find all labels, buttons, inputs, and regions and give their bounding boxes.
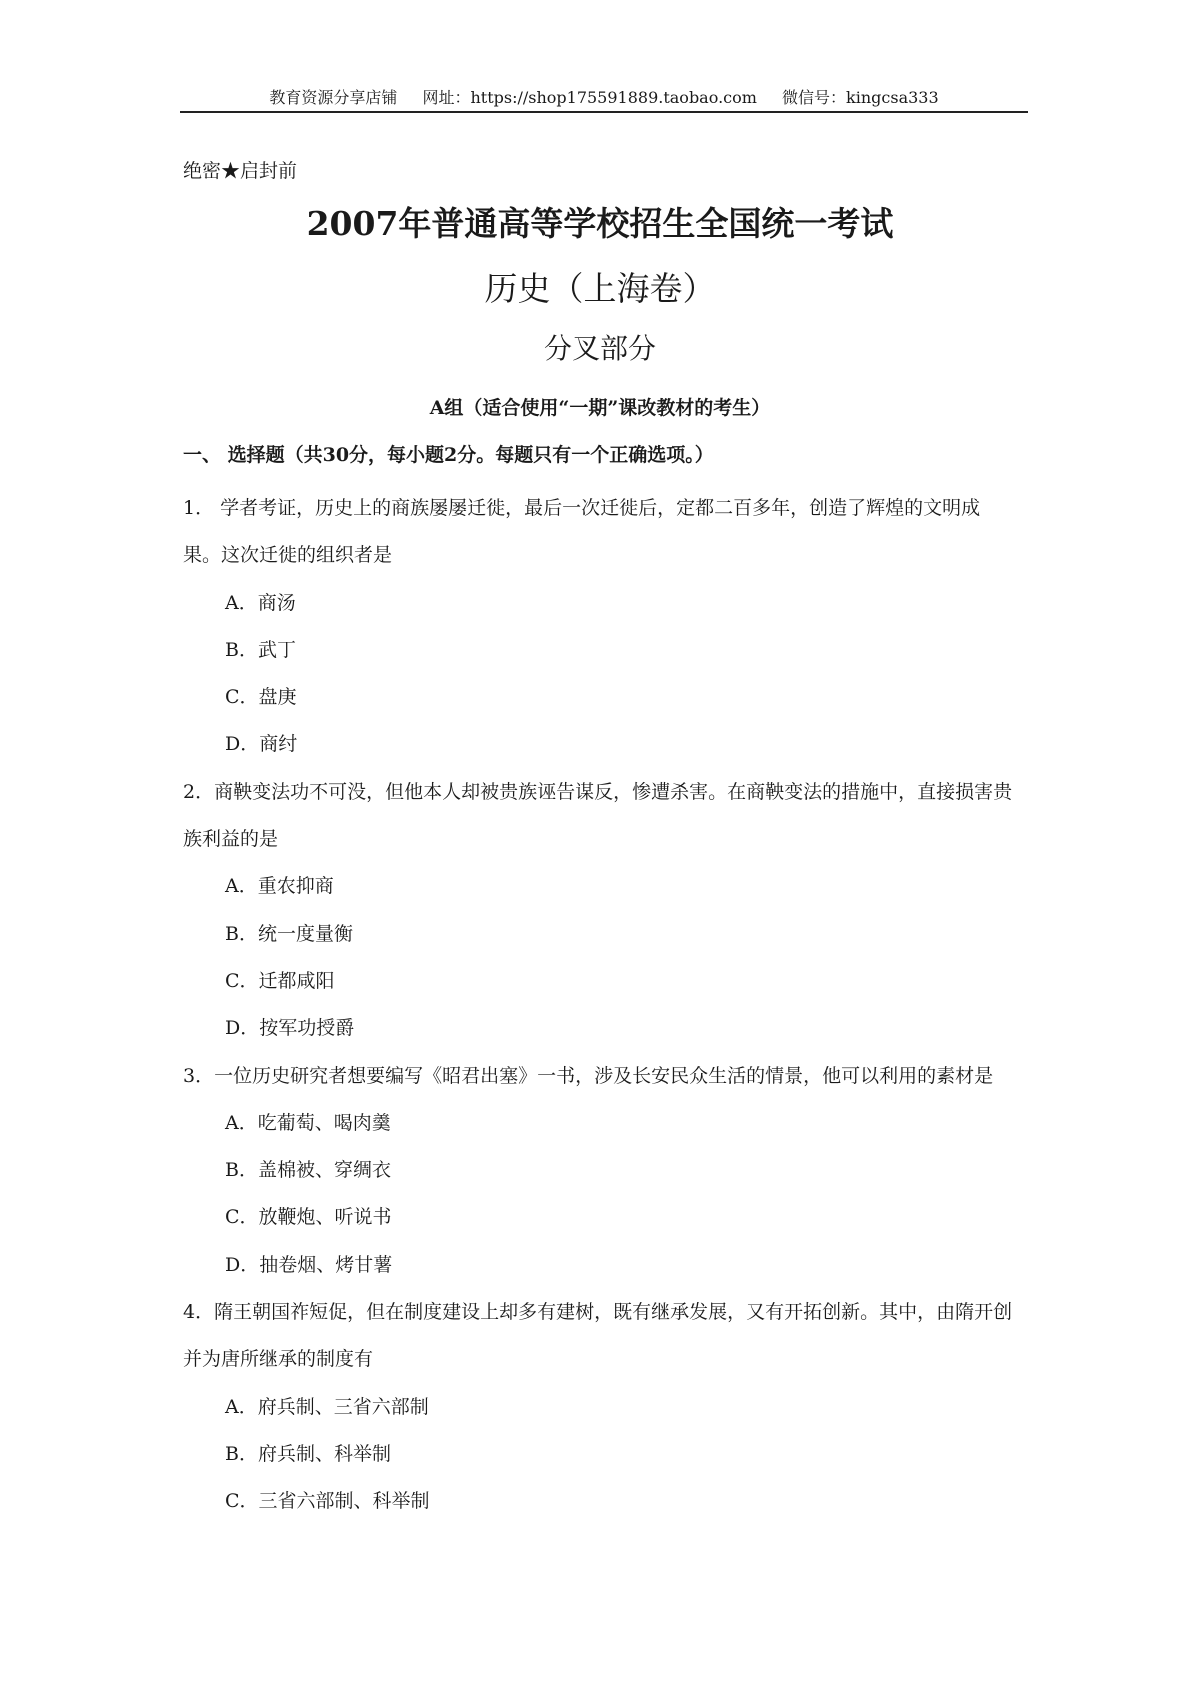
header-wechat: 微信号：kingcsa333	[782, 88, 939, 107]
question-stem: 4．隋王朝国祚短促，但在制度建设上却多有建树，既有继承发展，又有开拓创新。其中，由隋开创并为唐所继承的制度有	[183, 1301, 1013, 1371]
question-stem: 2．商鞅变法功不可没，但他本人却被贵族诬告谋反，惨遭杀害。在商鞅变法的措施中，直接损害贵族利益的是	[183, 780, 1013, 851]
question-4	[183, 1289, 1013, 1525]
option-a: A．府兵制、三省六部制	[225, 1395, 429, 1418]
option-b: B．盖棉被、穿绸衣	[225, 1159, 391, 1182]
option-b: B．统一度量衡	[225, 922, 353, 945]
option-c: C．放鞭炮、听说书	[225, 1206, 392, 1229]
option-list	[183, 580, 1013, 769]
option-a: A．吃葡萄、喝肉羹	[225, 1111, 391, 1134]
option-d: D．抽卷烟、烤甘薯	[225, 1253, 393, 1276]
option-a: A．商汤	[225, 591, 296, 614]
question-1	[183, 485, 1013, 769]
option-a: A．重农抑商	[225, 875, 334, 898]
option-list	[183, 1100, 1013, 1289]
option-list	[183, 863, 1013, 1052]
option-c: C．迁都咸阳	[225, 969, 335, 992]
header-divider	[180, 111, 1028, 113]
option-c: C．三省六部制、科举制	[225, 1490, 430, 1513]
option-c: C．盘庚	[225, 686, 297, 709]
group-title: A组（适合使用“一期”课改教材的考生）	[429, 397, 771, 419]
option-b: B．府兵制、科举制	[225, 1442, 391, 1465]
option-d: D．按军功授爵	[225, 1017, 355, 1040]
question-stem: 3．一位历史研究者想要编写《昭君出塞》一书，涉及长安民众生活的情景，他可以利用的素材是	[183, 1064, 994, 1087]
question-2	[183, 769, 1013, 1053]
confidential-label: 绝密★启封前	[183, 160, 298, 182]
page-header	[180, 84, 1028, 112]
exam-part: 分叉部分	[543, 332, 656, 365]
header-shop: 教育资源分享店铺	[269, 88, 398, 107]
header-site[interactable]: 网址：https://shop175591889.taobao.com	[422, 88, 757, 107]
exam-subject: 历史（上海卷）	[484, 269, 716, 308]
option-d: D．商纣	[225, 733, 298, 756]
option-b: B．武丁	[225, 638, 296, 661]
question-3	[183, 1053, 1013, 1289]
section-heading: 一、 选择题（共30分，每小题2分。每题只有一个正确选项。）	[183, 444, 714, 466]
question-list	[183, 485, 1013, 1526]
exam-title: 2007年普通高等学校招生全国统一考试	[306, 204, 894, 243]
option-list	[183, 1384, 1013, 1526]
question-stem: 1． 学者考证，历史上的商族屡屡迁徙，最后一次迁徙后，定都二百多年，创造了辉煌的文明成果。这次迁徙的组织者是	[183, 497, 981, 567]
